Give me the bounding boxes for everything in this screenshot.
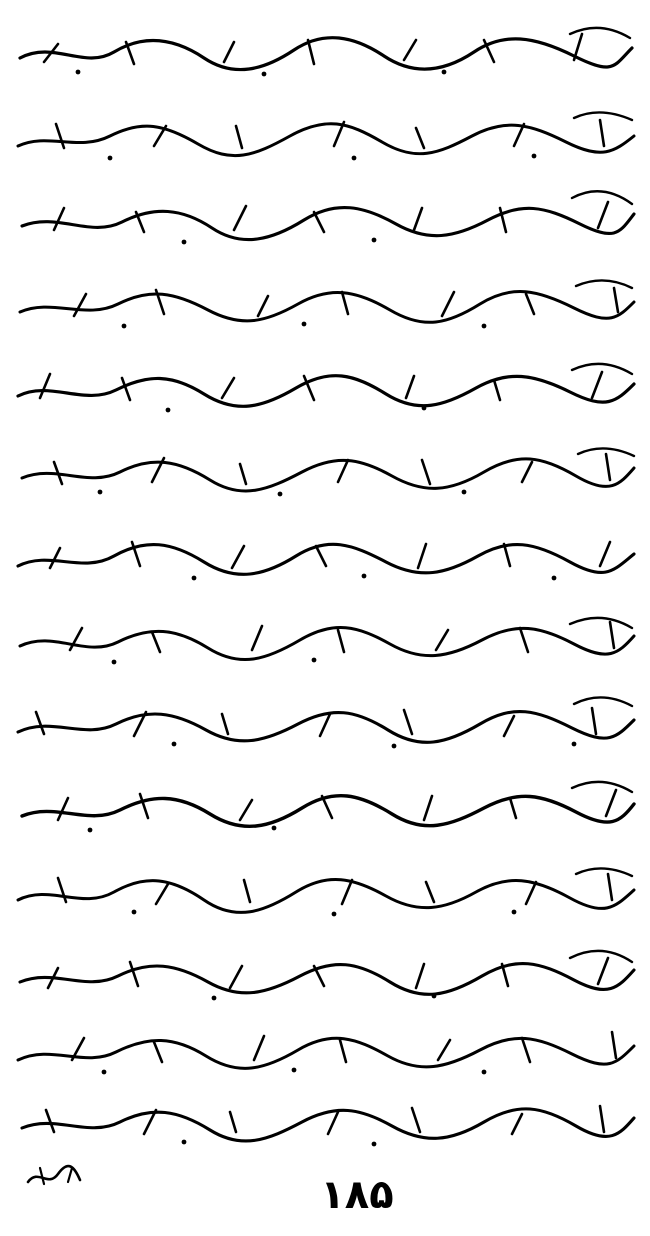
manuscript-line-4 [14, 274, 638, 336]
line-text [14, 704, 638, 734]
manuscript-line-5 [14, 358, 638, 420]
manuscript-line-13 [14, 1020, 638, 1082]
line-text [14, 284, 638, 314]
manuscript-line-11 [14, 862, 638, 924]
footer-word-text [24, 1164, 59, 1185]
line-text [14, 452, 638, 482]
manuscript-line-14 [14, 1092, 638, 1154]
line-text [14, 32, 638, 62]
line-text [14, 1030, 638, 1060]
line-text [14, 956, 638, 986]
line-text [14, 620, 638, 650]
line-text [14, 200, 638, 230]
manuscript-line-6 [14, 442, 638, 504]
line-text [14, 536, 638, 566]
line-text [14, 788, 638, 818]
manuscript-line-10 [14, 778, 638, 840]
line-text [14, 368, 638, 398]
manuscript-line-3 [14, 190, 638, 252]
margin-flourish [560, 14, 644, 1014]
line-text [14, 1102, 638, 1132]
page-number: ۱۸۵ [320, 1172, 394, 1218]
line-text [14, 872, 638, 902]
manuscript-line-2 [14, 106, 638, 168]
margin-note [20, 516, 40, 534]
manuscript-line-8 [14, 610, 638, 672]
footer-word [24, 1158, 84, 1194]
manuscript-line-1 [14, 22, 638, 84]
manuscript-line-9 [14, 694, 638, 756]
manuscript-line-12 [14, 946, 638, 1008]
line-text [14, 116, 638, 146]
manuscript-line-7 [14, 526, 638, 588]
